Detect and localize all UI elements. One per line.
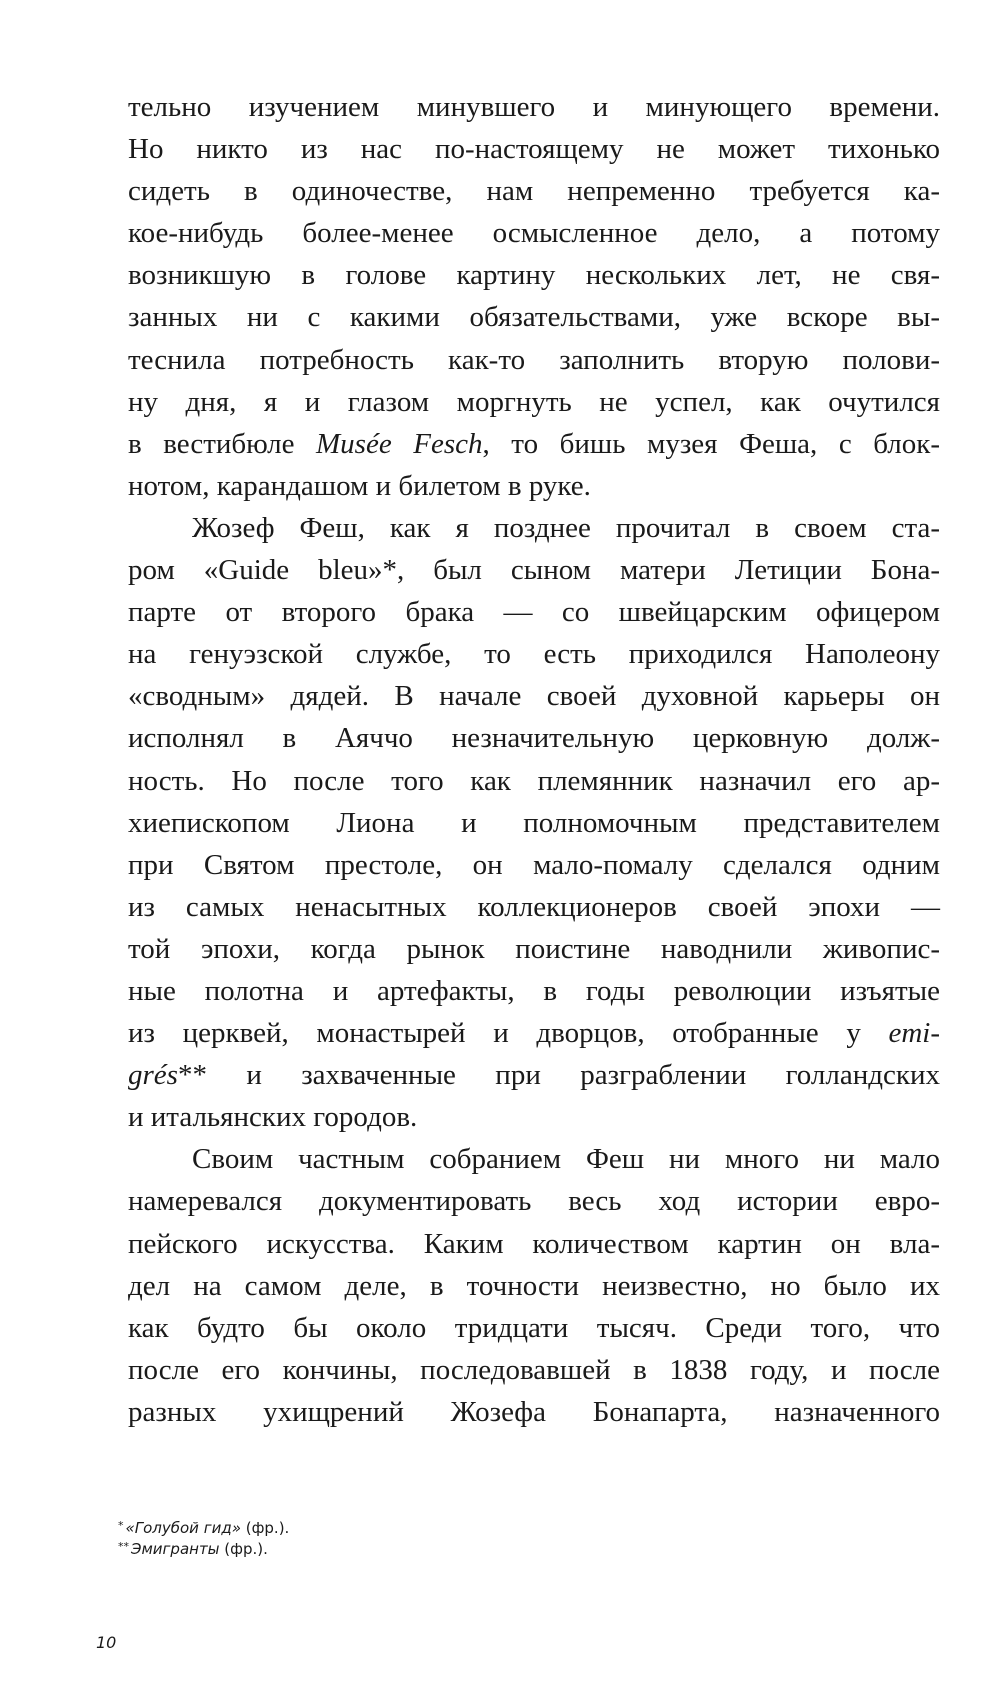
- page-number: 10: [96, 1633, 117, 1652]
- footnote-mark: **: [118, 1540, 129, 1553]
- italic-phrase: grés: [128, 1059, 178, 1092]
- text-line: хиепископом Лиона и полномочным представителем: [128, 806, 940, 839]
- text-line: парте от второго брака — со швейцарским офицером: [128, 596, 940, 629]
- text-line: Жозеф Феш, как я позднее прочитал в своем ста-: [192, 511, 940, 544]
- text-line: из церквей, монастырей и дворцов, отобранные у emi-: [128, 1017, 940, 1050]
- text-line: ром «Guide bleu»*, был сыном матери Летиции Бона-: [128, 554, 940, 587]
- text-line: разных ухищрений Жозефа Бонапарта, назначенного: [128, 1395, 940, 1428]
- footnote: * «Голубой гид» (фр.).: [118, 1519, 290, 1537]
- footnotes: [118, 1515, 289, 1557]
- text-line: как будто бы около тридцати тысяч. Среди того, что: [128, 1311, 940, 1344]
- text-line: ные полотна и артефакты, в годы революции изъятые: [128, 974, 940, 1007]
- text-line: дел на самом деле, в точности неизвестно, но было их: [128, 1269, 940, 1302]
- italic-phrase: Musée Fesch: [316, 427, 483, 460]
- text-line: той эпохи, когда рынок поистине наводнили живопис-: [128, 932, 940, 965]
- text-line: намеревался документировать весь ход истории евро-: [128, 1185, 940, 1218]
- footnote: ** Эмигранты (фр.).: [118, 1540, 268, 1558]
- italic-phrase: emi-: [888, 1017, 940, 1050]
- text-line: кое-нибудь более-менее осмысленное дело, а потому: [128, 217, 940, 250]
- footnote-mark: *: [118, 1519, 124, 1532]
- text-line: на генуэзской службе, то есть приходился Наполеону: [128, 638, 940, 671]
- text-line: тельно изучением минувшего и минующего времени.: [128, 91, 940, 123]
- body-text: [128, 86, 940, 1433]
- text-line: grés** и захваченные при разграблении голландских: [128, 1059, 940, 1092]
- text-line: Но никто из нас по-настоящему не может тихонько: [128, 133, 940, 166]
- text-line: из самых ненасытных коллекционеров своей эпохи —: [128, 890, 940, 923]
- text-line: «сводным» дядей. В начале своей духовной карьеры он: [128, 680, 940, 713]
- text-line: ность. Но после того как племянник назначил его ар-: [128, 764, 940, 797]
- text-line: Своим частным собранием Феш ни много ни мало: [192, 1143, 940, 1176]
- text-line: ну дня, я и глазом моргнуть не успел, как очутился: [128, 385, 940, 418]
- text-line: пейского искусства. Каким количеством картин он вла-: [128, 1227, 940, 1260]
- text-line: в вестибюле Musée Fesch, то бишь музея Феша, с блок-: [128, 427, 941, 460]
- text-line: после его кончины, последовавшей в 1838 году, и после: [128, 1353, 940, 1386]
- text-line: и итальянских городов.: [128, 1101, 418, 1134]
- text-line: теснила потребность как-то заполнить вторую полови-: [128, 343, 940, 376]
- text-line: сидеть в одиночестве, нам непременно требуется ка-: [128, 175, 940, 208]
- text-line: исполнял в Аяччо незначительную церковную долж-: [128, 722, 940, 755]
- text-line: занных ни с какими обязательствами, уже вскоре вы-: [128, 301, 940, 334]
- text-line: возникшую в голове картину нескольких лет, не свя-: [128, 259, 940, 292]
- text-line: нотом, карандашом и билетом в руке.: [128, 469, 591, 502]
- text-line: при Святом престоле, он мало-помалу сделался одним: [128, 848, 940, 881]
